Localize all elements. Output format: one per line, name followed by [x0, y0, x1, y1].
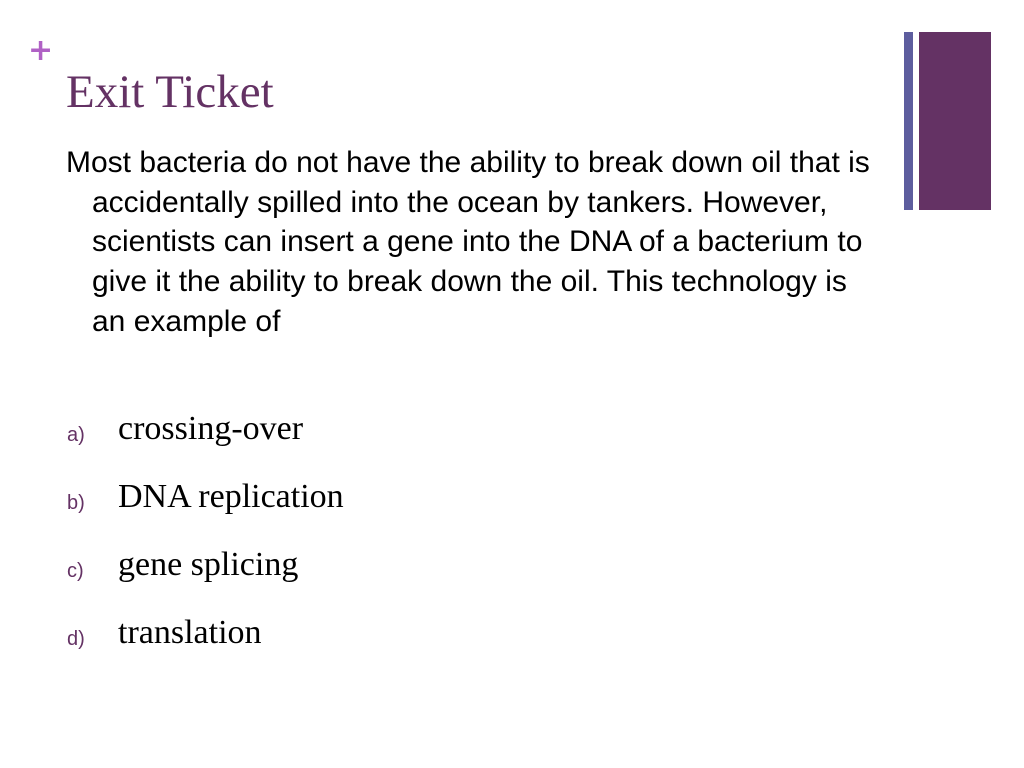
option-letter: b) [67, 492, 85, 514]
slide-title: Exit Ticket [66, 66, 274, 118]
decorative-bar-thin [904, 32, 913, 210]
option-text: crossing-over [118, 410, 304, 447]
option-text: translation [118, 614, 262, 651]
plus-icon: + [28, 33, 54, 68]
question-text: Most bacteria do not have the ability to break down oil that is accidentally spilled into the ocean by tankers. However, scientists can insert a gene into the DNA of a bacterium to give it the ability to break down the oil. This technology is an example of [66, 146, 870, 338]
option-letter: d) [67, 628, 85, 650]
option-text: gene splicing [118, 546, 299, 583]
option-letter: c) [67, 560, 84, 582]
decorative-bar-thick [919, 32, 991, 210]
option-letter: a) [67, 424, 85, 446]
option-text: DNA replication [118, 478, 344, 515]
